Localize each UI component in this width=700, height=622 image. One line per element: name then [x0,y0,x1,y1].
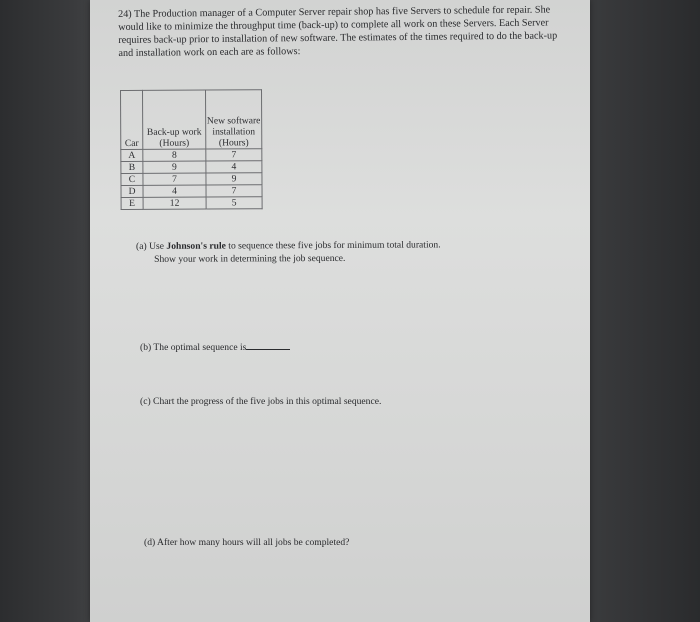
column-header-install: New software installation (Hours) [206,90,262,149]
table-row [121,185,262,198]
question-a-line2: Show your work in determining the job sequence. [154,252,346,265]
cell-install: 7 [206,149,262,161]
cell-car: C [121,173,143,185]
cell-car: A [121,149,143,161]
problem-body: The Production manager of a Computer Server repair shop has five Servers to schedule for repair. She would like to minimize the throughput time (back-up) to complete all work on these Servers. Each Server requires back-up prior to installation of new software. The estimates of the times required to do the back-up and installation work on each are as follows: [118,4,558,59]
question-a-rule: Johnson's rule [166,240,226,252]
column-header-car: Car [121,90,143,149]
cell-backup: 9 [143,161,206,173]
answer-blank-line [246,341,290,350]
cell-backup: 7 [143,173,206,185]
paper-sheet [90,0,590,622]
table-row [121,197,262,210]
cell-install: 5 [206,197,262,209]
problem-number: 24) [118,8,132,20]
table-row [121,173,262,186]
table-row [121,161,262,174]
cell-install: 7 [206,185,262,197]
cell-backup: 12 [143,197,206,209]
problem-statement [118,3,559,60]
cell-install: 9 [206,173,262,185]
cell-backup: 8 [143,149,206,161]
question-b-text: (b) The optimal sequence is [140,342,247,353]
table-header-row [121,90,262,150]
question-b [140,341,290,353]
background-right [590,0,700,622]
cell-car: D [121,185,143,197]
cell-car: E [121,197,143,209]
cell-install: 4 [206,161,262,173]
question-a-rest: to sequence these five jobs for minimum total duration. [228,239,441,252]
table-row [121,149,262,162]
question-c: (c) Chart the progress of the five jobs in this optimal sequence. [140,396,382,407]
job-times-table [120,89,263,210]
cell-backup: 4 [143,185,206,197]
cell-car: B [121,161,143,173]
question-d: (d) After how many hours will all jobs be completed? [144,537,350,548]
column-header-backup: Back-up work (Hours) [143,90,206,149]
question-a-label: (a) Use [136,240,165,252]
question-a [136,238,546,266]
